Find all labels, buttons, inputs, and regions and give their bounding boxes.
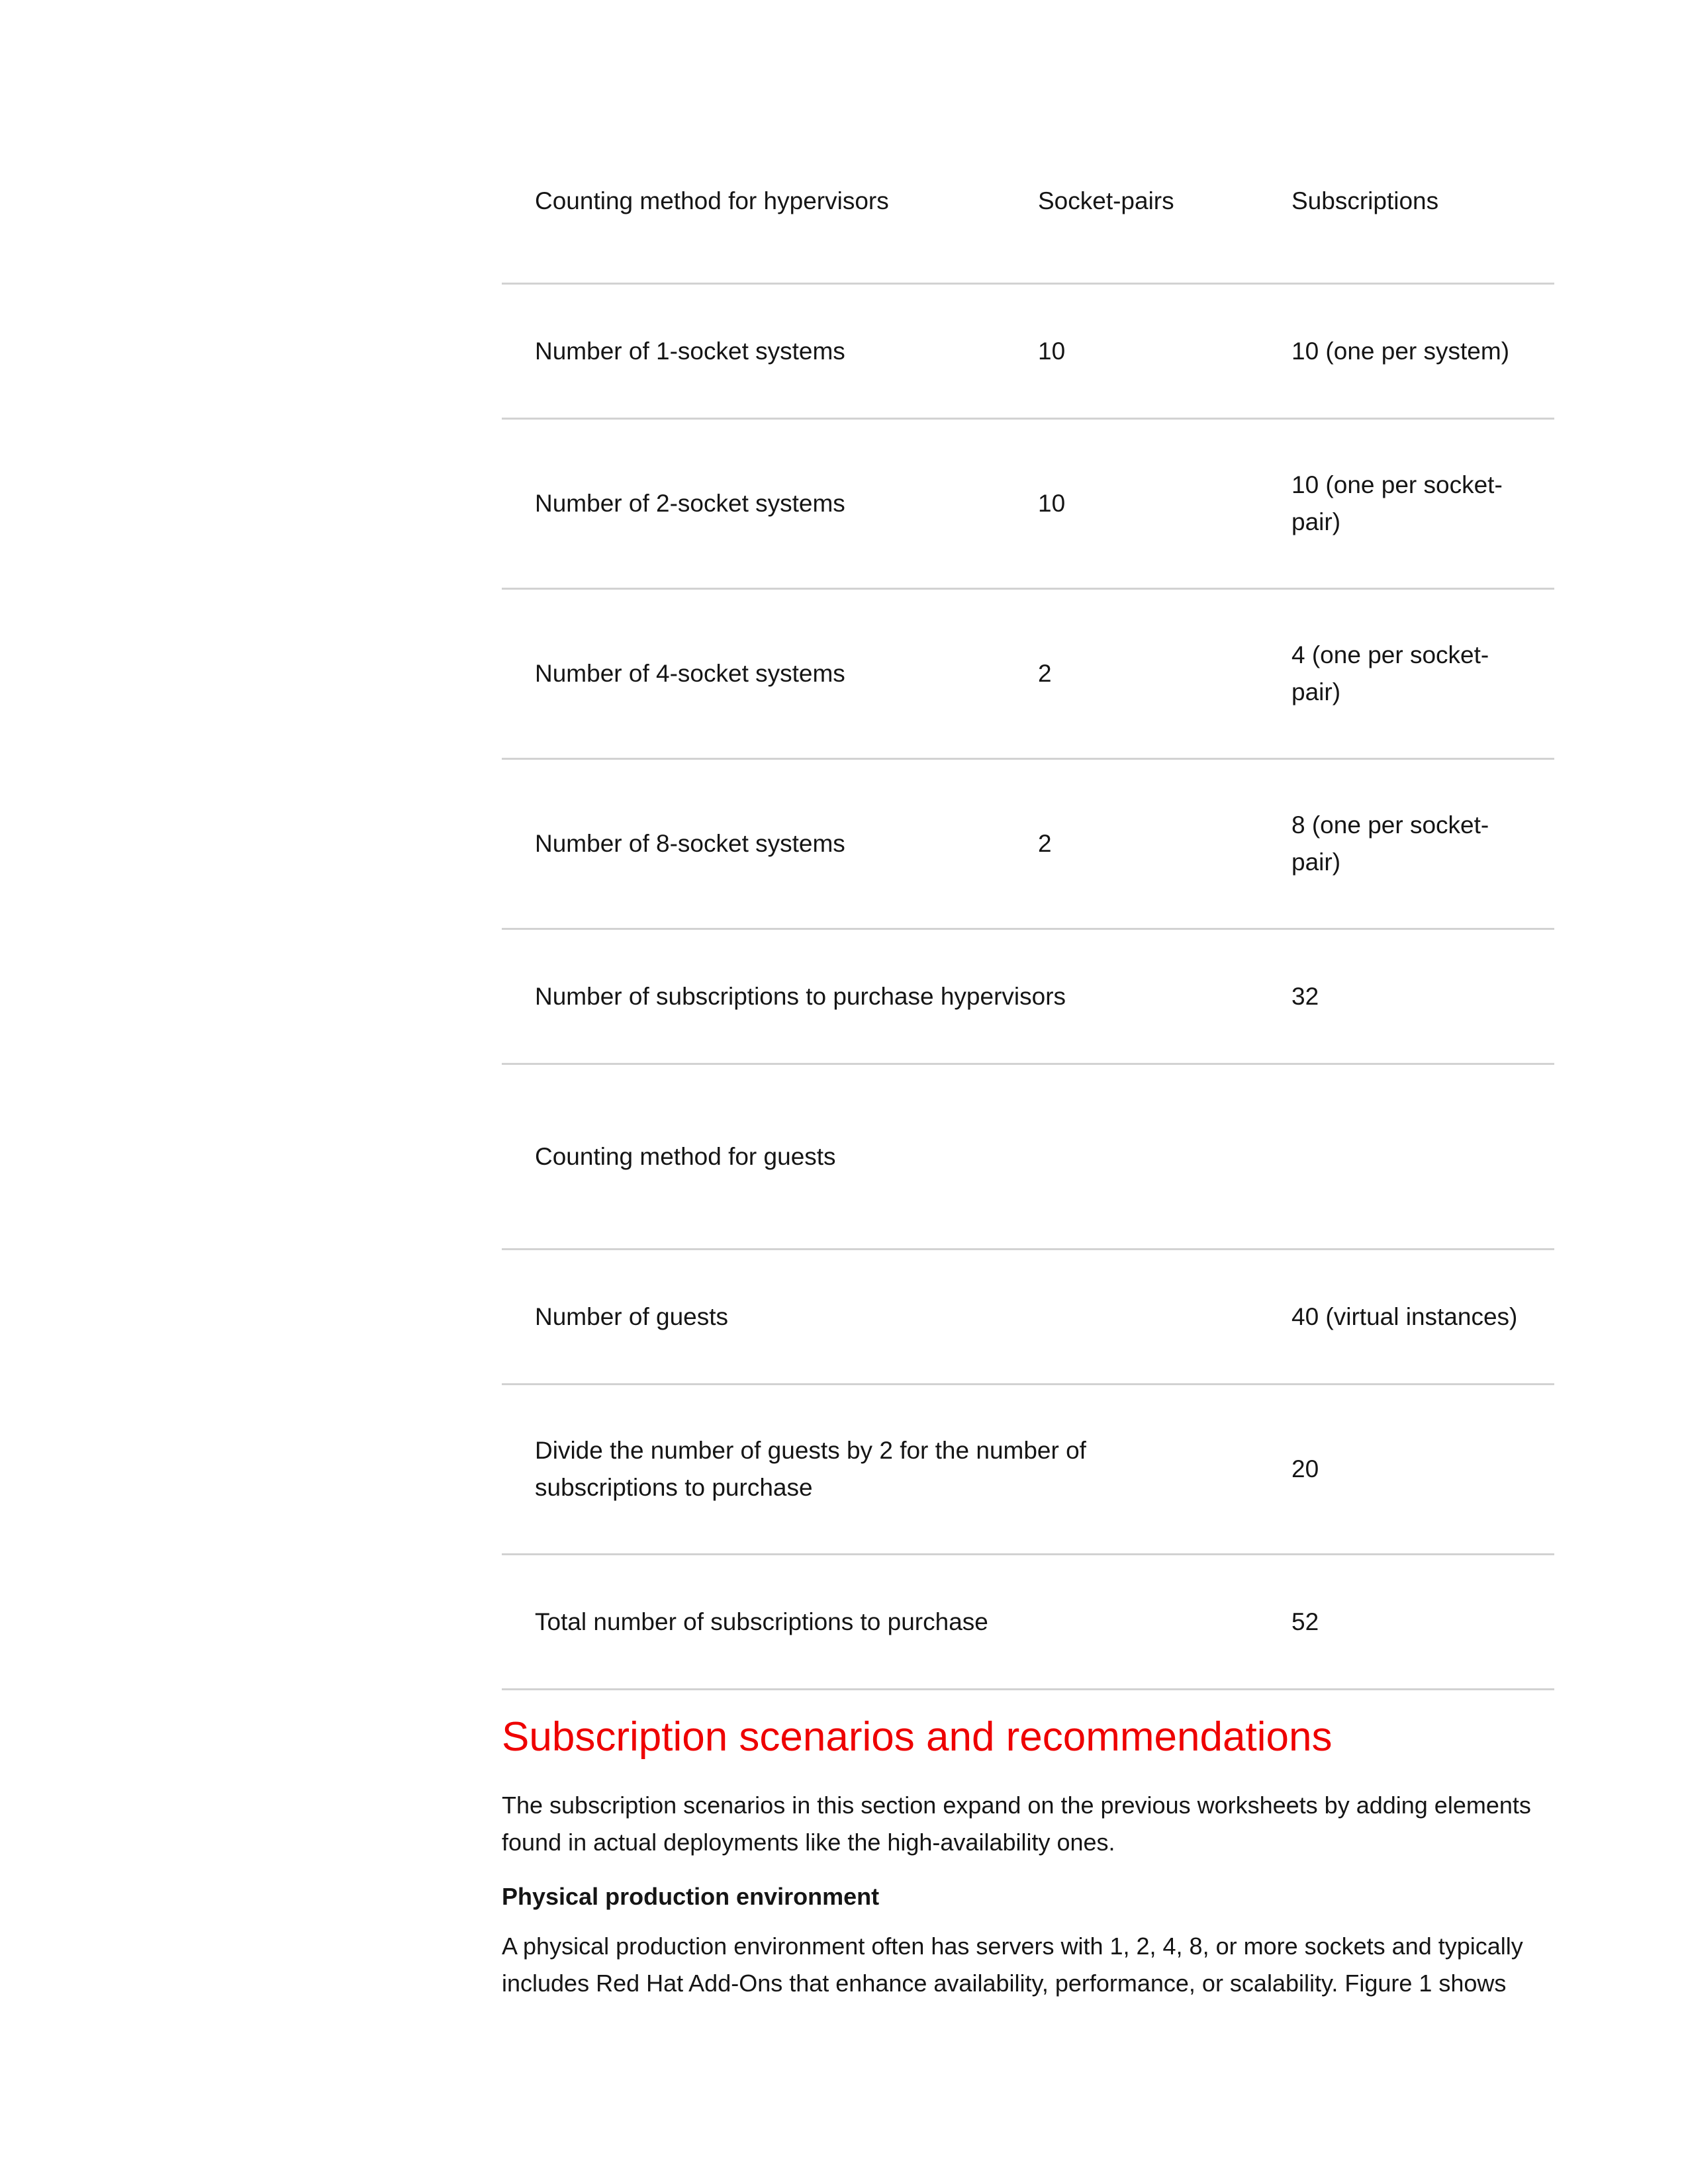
table-row xyxy=(502,420,1554,590)
grand-total-label: Total number of subscriptions to purchase xyxy=(535,1608,988,1635)
table-row xyxy=(502,760,1554,930)
row-label: Number of 2-socket systems xyxy=(535,490,845,517)
table-row xyxy=(502,590,1554,760)
row-subscriptions: 8 (one per socket-pair) xyxy=(1291,811,1489,876)
row-label: Number of 1-socket systems xyxy=(535,337,845,365)
row-subscriptions: 10 (one per system) xyxy=(1291,337,1510,365)
subheading-physical-production: Physical production environment xyxy=(502,1883,880,1910)
hypervisor-total-label: Number of subscriptions to purchase hypervisors xyxy=(535,982,1066,1010)
row-socket-pairs: 2 xyxy=(1038,830,1052,857)
row-socket-pairs: 2 xyxy=(1038,660,1052,687)
section-body: A physical production environment often has servers with 1, 2, 4, 8, or more sockets and typically includes Red Hat Add-Ons that enhance availability, performance, or scalability. Figure 1 shows xyxy=(502,1933,1523,1997)
grand-total-value: 52 xyxy=(1291,1608,1319,1635)
table-row xyxy=(502,285,1554,420)
row-socket-pairs: 10 xyxy=(1038,337,1066,365)
row-socket-pairs: 10 xyxy=(1038,490,1066,517)
subscription-worksheet-table xyxy=(502,119,1554,1690)
table-row xyxy=(502,1250,1554,1385)
row-value: 40 (virtual instances) xyxy=(1291,1302,1518,1330)
guest-header-row xyxy=(502,1065,1554,1250)
section-intro: The subscription scenarios in this section expand on the previous worksheets by adding elements found in actual deployments like the high-availability ones. xyxy=(502,1792,1531,1856)
row-label: Number of 8-socket systems xyxy=(535,830,845,857)
row-label: Number of 4-socket systems xyxy=(535,660,845,687)
grand-total-row xyxy=(502,1555,1554,1690)
hypervisor-total-value: 32 xyxy=(1291,982,1319,1010)
row-subscriptions: 4 (one per socket-pair) xyxy=(1291,641,1489,705)
row-subscriptions: 10 (one per socket-pair) xyxy=(1291,471,1503,535)
header-socket-pairs: Socket-pairs xyxy=(1038,187,1174,214)
table-row xyxy=(502,1385,1554,1555)
section-title: Subscription scenarios and recommendations xyxy=(502,1714,1333,1760)
hypervisor-total-row xyxy=(502,930,1554,1065)
row-value: 20 xyxy=(1291,1455,1319,1482)
guest-header: Counting method for guests xyxy=(535,1142,836,1170)
row-label: Number of guests xyxy=(535,1302,729,1330)
table-header-row xyxy=(502,119,1554,285)
header-subscriptions: Subscriptions xyxy=(1291,187,1439,214)
header-method: Counting method for hypervisors xyxy=(535,187,889,214)
row-label: Divide the number of guests by 2 for the number of subscriptions to purchase xyxy=(535,1437,1086,1501)
